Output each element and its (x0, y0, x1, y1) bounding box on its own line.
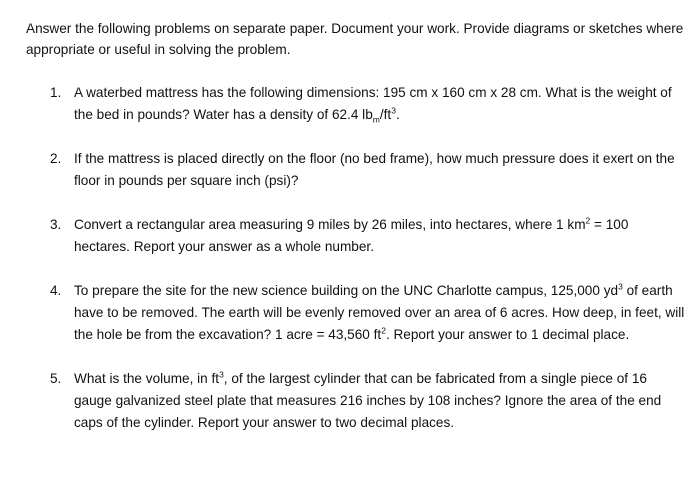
superscript: 3 (618, 281, 623, 292)
instructions-text: Answer the following problems on separate paper. Document your work. Provide diagrams or sketches where appropriate or useful in solving the problem. (26, 21, 684, 57)
superscript: 3 (219, 369, 224, 380)
problem-text: What is the volume, in $ft^3$, of the largest cylinder that can be fabricated from a single piece of 16 gauge galvanized steel plate that measures 216 inches by 108 inches? Ignore the area of the end caps of the cylinder. Report your answer to two decimal places. (74, 369, 662, 430)
subscript: m (372, 114, 380, 125)
problem-1 (26, 82, 686, 126)
problem-text: A waterbed mattress has the following dimensions: 195 cm x 160 cm x 28 cm. What is the weight of the bed in pounds? Water has a density of 62.4 $lb_m/ft^3$. (74, 85, 672, 125)
superscript: 2 (381, 325, 386, 336)
problem-5 (26, 368, 686, 434)
superscript: 3 (391, 105, 396, 116)
problem-4 (26, 280, 686, 346)
problem-text: To prepare the site for the new science building on the UNC Charlotte campus, 125,000 $yd^3$ of earth have to be removed. The earth will be evenly removed over an area of 6 acres. How deep, in feet, will the hole be from the excavation? 1 acre = 43,560 $ft^2$. Report your answer to 1 decimal place. (74, 281, 685, 342)
superscript: 2 (585, 215, 591, 226)
problem-number: 3. (50, 217, 62, 232)
problem-3 (26, 214, 686, 258)
problem-number: 5. (50, 371, 62, 386)
problem-number: 4. (50, 283, 62, 298)
problem-list (26, 82, 686, 456)
problem-2 (26, 148, 686, 192)
problem-number: 1. (50, 85, 62, 100)
problem-number: 2. (50, 151, 62, 166)
problem-text: If the mattress is placed directly on the floor (no bed frame), how much pressure does it exert on the floor in pounds per square inch (psi)? (74, 151, 675, 188)
problem-text: Convert a rectangular area measuring 9 miles by 26 miles, into hectares, where 1 $km^2 = 100$ hectares. Report your answer as a whole number. (74, 215, 629, 254)
